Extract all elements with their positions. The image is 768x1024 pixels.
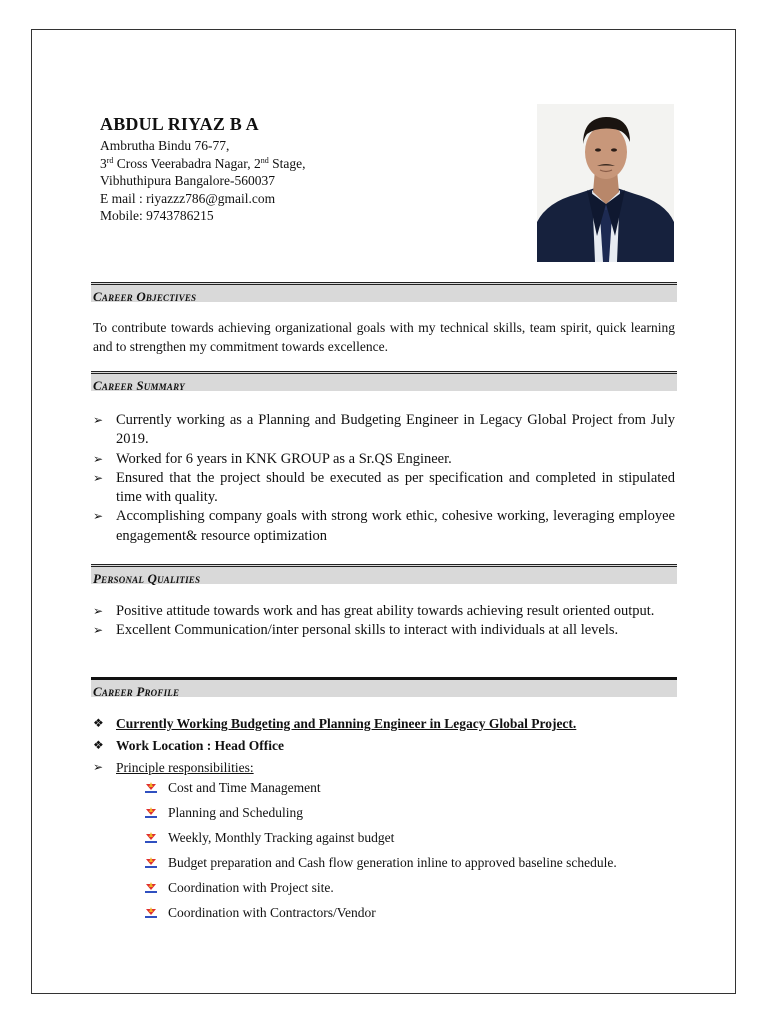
list-item <box>93 621 675 640</box>
list-item <box>143 804 683 829</box>
arrow-bullet-icon: ➢ <box>93 623 104 638</box>
colored-arrow-bullet-icon <box>144 882 158 894</box>
section-title: Career Summary <box>93 378 185 393</box>
list-item-text: Ensured that the project should be executed as per specification and completed in stipulated time with quality. <box>116 469 675 506</box>
list-item-text: Planning and Scheduling <box>168 805 303 820</box>
colored-arrow-bullet-icon <box>144 782 158 794</box>
list-item <box>93 450 675 469</box>
section-career-objectives <box>91 282 677 302</box>
address-part: Cross Veerabadra Nagar, 2 <box>113 155 261 171</box>
current-role-text: Currently Working Budgeting and Planning Engineer in Legacy Global Project. <box>116 716 577 731</box>
contact-header <box>100 114 520 225</box>
section-title: Career Objectives <box>93 289 197 304</box>
arrow-bullet-icon: ➢ <box>93 451 104 466</box>
section-personal-qualities <box>91 564 677 584</box>
list-item <box>93 602 675 621</box>
section-title: Personal Qualities <box>93 571 201 586</box>
list-item <box>143 829 683 854</box>
arrow-bullet-icon: ➢ <box>93 470 104 485</box>
list-item <box>143 779 683 804</box>
address-line-1: Ambrutha Bindu 76-77, <box>100 138 230 153</box>
arrow-bullet-icon: ➢ <box>93 413 104 427</box>
list-item <box>93 411 675 450</box>
address-part: Stage, <box>268 155 306 171</box>
diamond-bullet-icon: ❖ <box>93 716 104 730</box>
profile-photo <box>537 104 674 262</box>
list-item-text: Coordination with Contractors/Vendor <box>168 905 376 920</box>
list-item-text: Budget preparation and Cash flow generation inline to approved baseline schedule. <box>168 855 617 870</box>
work-location-text: Work Location : Head Office <box>116 738 284 753</box>
arrow-bullet-icon: ➢ <box>93 604 104 618</box>
section-career-summary <box>91 371 677 391</box>
list-item <box>143 879 683 904</box>
work-location <box>93 736 675 758</box>
candidate-name: ABDUL RIYAZ B A <box>100 114 259 134</box>
arrow-bullet-icon: ➢ <box>93 509 104 524</box>
ordinal-suffix: nd <box>260 155 269 165</box>
section-title: Career Profile <box>93 684 180 699</box>
summary-list <box>93 411 675 546</box>
address-line-2 <box>100 155 520 173</box>
list-item-text: Positive attitude towards work and has great ability towards achieving result oriented output. <box>116 603 655 619</box>
diamond-bullet-icon: ❖ <box>93 738 104 752</box>
colored-arrow-bullet-icon <box>144 832 158 844</box>
arrow-bullet-icon: ➢ <box>93 760 104 774</box>
list-item-text: Cost and Time Management <box>168 780 321 795</box>
colored-arrow-bullet-icon <box>144 907 158 919</box>
list-item <box>143 904 683 929</box>
current-role <box>93 714 675 736</box>
qualities-list <box>93 602 675 641</box>
address-part: 3 <box>100 155 107 171</box>
list-item <box>93 469 675 508</box>
responsibilities-label: Principle responsibilities: <box>116 760 254 775</box>
ordinal-suffix: rd <box>106 155 114 165</box>
colored-arrow-bullet-icon <box>144 807 158 819</box>
responsibilities-heading <box>93 758 675 780</box>
list-item-text: Accomplishing company goals with strong work ethic, cohesive working, leveraging employee engagement& resource optimization <box>116 508 675 544</box>
list-item-text: Excellent Communication/inter personal skills to interact with individuals at all levels. <box>116 622 619 639</box>
list-item <box>93 507 675 546</box>
objectives-text: To contribute towards achieving organizational goals with my technical skills, team spirit, quick learning and to strengthen my commitment towards excellence. <box>93 320 675 354</box>
address-line-3: Vibhuthipura Bangalore-560037 <box>100 173 276 188</box>
responsibilities-list <box>143 779 683 929</box>
list-item-text: Currently working as a Planning and Budgeting Engineer in Legacy Global Project from July 2019. <box>116 412 675 448</box>
career-profile <box>93 714 675 780</box>
mobile-line: Mobile: 9743786215 <box>100 208 214 223</box>
section-career-profile <box>91 677 677 697</box>
list-item <box>143 854 683 879</box>
list-item-text: Worked for 6 years in KNK GROUP as a Sr.QS Engineer. <box>116 450 452 467</box>
email-line: E mail : riyazzz786@gmail.com <box>100 190 276 206</box>
colored-arrow-bullet-icon <box>144 857 158 869</box>
list-item-text: Weekly, Monthly Tracking against budget <box>168 830 395 845</box>
list-item-text: Coordination with Project site. <box>168 880 334 895</box>
